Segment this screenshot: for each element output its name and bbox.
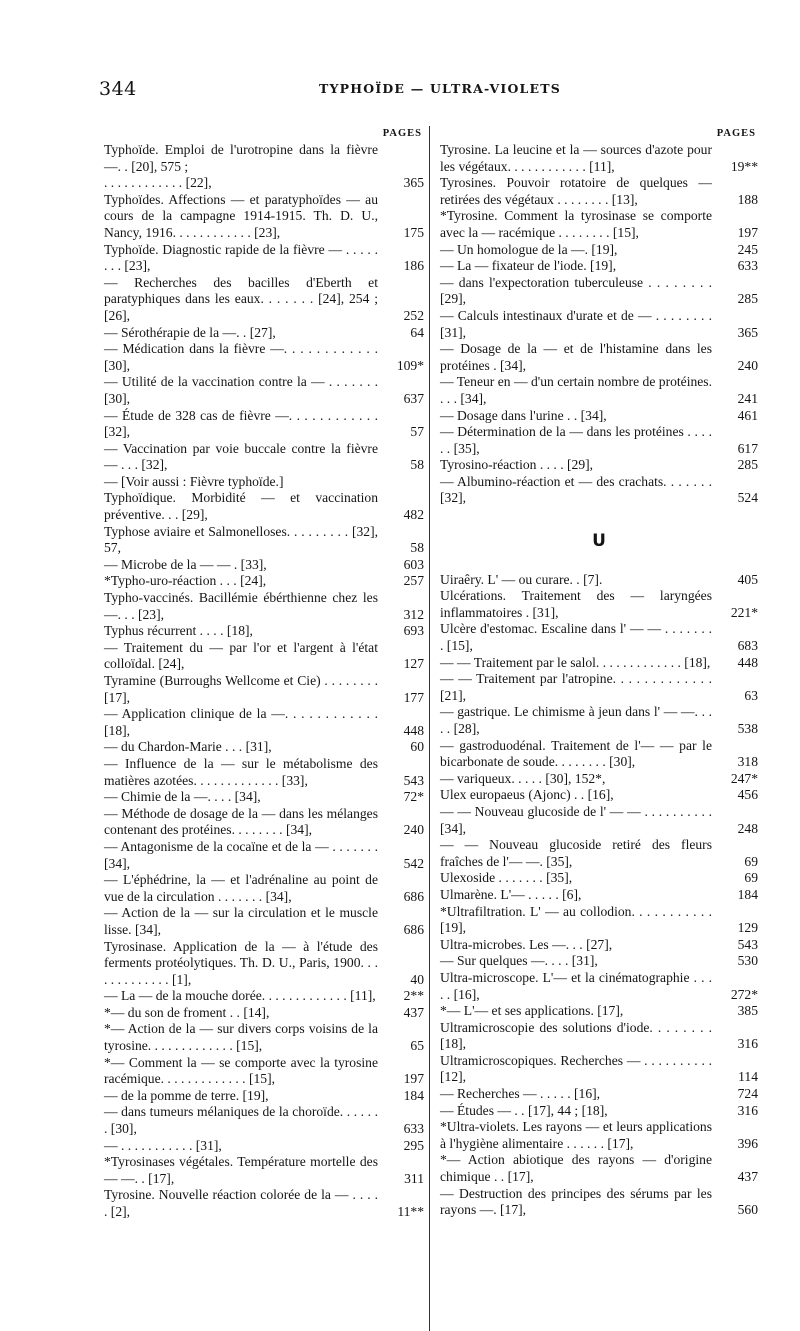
entry-text: *— L'— et ses applications. [17], (440, 1003, 624, 1019)
entry-page: 461 (737, 407, 758, 423)
index-entry (104, 1055, 424, 1088)
index-entry (104, 905, 424, 938)
entry-text: — Calculs intestinaux d'urate et de — . . . . . . . . [31], (440, 307, 712, 340)
index-entry (440, 474, 758, 507)
column-divider (429, 126, 431, 1331)
entry-text: — Recherches — . . . . . [16], (440, 1086, 601, 1102)
entry-text: *— Action de la — sur divers corps voisins de la tyrosine. . . . . . . . . . . . . [15], (104, 1021, 378, 1054)
entry-page: 184 (737, 886, 758, 902)
index-entry (440, 671, 758, 704)
entry-text: *Ultrafiltration. L' — au collodion. . . . . . . . . . . [19], (440, 903, 712, 936)
index-entry (104, 789, 424, 806)
index-entry (104, 640, 424, 673)
entry-text: — La — fixateur de l'iode. [19], (440, 258, 617, 274)
entry-page: 129 (737, 920, 758, 936)
entry-page: 65 (410, 1038, 424, 1054)
entry-text: — La — de la mouche dorée. . . . . . . . . . . . . [11], (104, 988, 376, 1004)
entry-text: . . . . . . . . . . . . [22], (104, 175, 212, 191)
left-column (104, 125, 424, 1221)
entry-page: 248 (737, 820, 758, 836)
index-entry (104, 1021, 424, 1054)
index-entry (440, 1186, 758, 1219)
index-entry (104, 341, 424, 374)
entry-text: — [Voir aussi : Fièvre typhoïde.] (104, 473, 284, 489)
index-entry (440, 1103, 758, 1120)
index-entry (104, 872, 424, 905)
entry-page: 11** (397, 1204, 424, 1219)
index-entry (104, 524, 424, 557)
pages-heading: PAGES (382, 128, 422, 139)
entry-text: — Destruction des principes des sérums par les rayons —. [17], (440, 1185, 712, 1218)
entry-page: 365 (403, 175, 424, 191)
entry-page: 177 (403, 689, 424, 705)
entry-page: 365 (737, 324, 758, 340)
index-entry (104, 1104, 424, 1137)
index-entry (440, 341, 758, 374)
entry-text: *Typho-uro-réaction . . . [24], (104, 573, 267, 589)
index-entry (440, 588, 758, 621)
entry-text: Typhoïdes. Affections — et paratyphoïdes — au cours de la campagne 1914-1915. Th. D. U., Nancy, 1916. . . . . . . . . . . . [23], (104, 191, 378, 240)
index-entry (440, 970, 758, 1003)
entry-page: 221* (730, 604, 758, 620)
entry-page: 316 (737, 1036, 758, 1052)
entry-text: Tyrosine. La leucine et la — sources d'azote pour les végétaux. . . . . . . . . . . . [11], (440, 142, 712, 174)
index-entry (104, 325, 424, 342)
entry-text: Typhose aviaire et Salmonelloses. . . . . . . . . [32], 57, (104, 523, 378, 556)
index-entry (104, 275, 424, 325)
entry-text: *Ultra-violets. Les rayons — et leurs applications à l'hygiène alimentaire . . . . . . [17], (440, 1119, 712, 1151)
index-entry (440, 704, 758, 737)
index-entry (104, 806, 424, 839)
right-entry-list-t (440, 142, 758, 507)
entry-page: 285 (737, 457, 758, 473)
entry-page: 175 (403, 224, 424, 240)
entry-text: Tyrosines. Pouvoir rotatoire de quelques — retirées des végétaux . . . . . . . . [13], (440, 175, 712, 207)
page-number: 344 (99, 78, 137, 100)
pages-heading: PAGES (716, 128, 756, 139)
entry-page: 686 (403, 921, 424, 937)
index-entry (440, 787, 758, 804)
entry-text: Ulexoside . . . . . . . [35], (440, 870, 573, 886)
entry-text: — Médication dans la fièvre —. . . . . . . . . . . . [30], (104, 341, 378, 373)
entry-page: 64 (410, 324, 424, 340)
entry-page: 241 (737, 390, 758, 406)
index-entry (440, 175, 758, 208)
entry-page: 57 (410, 424, 424, 440)
entry-page: 617 (737, 440, 758, 456)
entry-text: Typhoïde. Diagnostic rapide de la fièvre — . . . . . . . . [23], (104, 241, 378, 274)
entry-page: 186 (403, 258, 424, 274)
entry-text: — de la pomme de terre. [19], (104, 1087, 269, 1103)
section-letter: U (592, 531, 606, 552)
entry-text: Typhus récurrent . . . . [18], (104, 623, 253, 639)
entry-text: *— du son de froment . . [14], (104, 1004, 270, 1020)
index-entry (104, 573, 424, 590)
index-entry (104, 839, 424, 872)
entry-text: Uiraêry. L' — ou curare. . [7]. (440, 571, 603, 587)
entry-page: 686 (403, 888, 424, 904)
index-entry (104, 175, 424, 192)
index-entry (440, 738, 758, 771)
index-entry (440, 771, 758, 788)
index-entry (104, 988, 424, 1005)
entry-page: 633 (403, 1121, 424, 1137)
entry-text: — gastroduodénal. Traitement de l'— — par le bicarbonate de soude. . . . . . . . [30], (440, 737, 712, 770)
index-entry (440, 1152, 758, 1185)
index-entry (104, 557, 424, 574)
entry-page: 72* (403, 789, 424, 805)
entry-text: — Sérothérapie de la —. . [27], (104, 324, 276, 340)
entry-text: *Tyrosinases végétales. Température mortelle des — —. . [17], (104, 1154, 378, 1186)
index-entry (104, 1005, 424, 1022)
entry-page: 637 (403, 390, 424, 406)
entry-text: — variqueux. . . . . [30], 152*, (440, 770, 606, 786)
index-entry (104, 623, 424, 640)
entry-page: 448 (737, 654, 758, 670)
running-head: TYPHOÏDE — ULTRA-VIOLETS (319, 81, 561, 96)
entry-page: 114 (738, 1069, 758, 1085)
entry-page: 405 (737, 571, 758, 587)
entry-page: 603 (403, 556, 424, 572)
entry-page: 385 (737, 1003, 758, 1019)
entry-text: — Albumino-réaction et — des crachats. . . . . . . [32], (440, 473, 712, 506)
entry-page: 437 (403, 1004, 424, 1020)
entry-text: — — Traitement par le salol. . . . . . . . . . . . . [18], (440, 654, 711, 670)
index-entry (104, 739, 424, 756)
entry-page: 285 (737, 291, 758, 307)
entry-text: — L'éphédrine, la — et l'adrénaline au point de vue de la circulation . . . . . . . [34], (104, 872, 378, 904)
index-entry (440, 408, 758, 425)
index-entry (104, 1154, 424, 1187)
index-entry (440, 1020, 758, 1053)
index-entry (440, 258, 758, 275)
entry-page: 60 (410, 739, 424, 755)
entry-text: — Application clinique de la —. . . . . . . . . . . . [18], (104, 706, 378, 738)
entry-page: 58 (410, 457, 424, 473)
entry-page: 40 (410, 971, 424, 987)
entry-page: 396 (737, 1135, 758, 1151)
index-entry (104, 490, 424, 523)
entry-page: 311 (404, 1170, 424, 1186)
entry-text: — Un homologue de la —. [19], (440, 241, 618, 257)
entry-page: 2** (403, 988, 424, 1004)
index-entry (104, 192, 424, 242)
index-entry (104, 1138, 424, 1155)
entry-text: — Influence de la — sur le métabolisme des matières azotées. . . . . . . . . . . . . [33], (104, 755, 378, 788)
entry-page: 542 (403, 855, 424, 871)
entry-text: Ulcère d'estomac. Escaline dans l' — — . . . . . . . . [15], (440, 621, 712, 654)
entry-page: 197 (403, 1071, 424, 1087)
entry-text: — Sur quelques —. . . . [31], (440, 953, 598, 969)
entry-text: Typho-vaccinés. Bacillémie ébérthienne chez les —. . . [23], (104, 590, 378, 622)
index-entry (104, 590, 424, 623)
index-entry (440, 242, 758, 259)
entry-text: Tyrosine. Nouvelle réaction colorée de la — . . . . . [2], (104, 1187, 378, 1219)
entry-page: 538 (737, 721, 758, 736)
index-entry (104, 142, 424, 175)
entry-text: — — Nouveau glucoside retiré des fleurs fraîches de l'— —. [35], (440, 837, 712, 869)
entry-page: 252 (403, 307, 424, 323)
index-entry (440, 804, 758, 837)
index-entry (440, 208, 758, 241)
index-entry (104, 374, 424, 407)
entry-page: 58 (410, 540, 424, 556)
entry-page: 247* (730, 770, 758, 786)
entry-page: 69 (744, 853, 758, 869)
entry-text: — Microbe de la — — . [33], (104, 556, 267, 572)
index-entry (440, 837, 758, 870)
entry-page: 318 (737, 754, 758, 770)
entry-text: — Traitement du — par l'or et l'argent à l'état colloïdal. [24], (104, 639, 378, 672)
entry-page: 240 (737, 357, 758, 373)
entry-text: — Dosage de la — et de l'histamine dans les protéines . [34], (440, 341, 712, 373)
entry-text: — Antagonisme de la cocaïne et de la — . . . . . . . [34], (104, 838, 378, 871)
entry-page: 240 (403, 822, 424, 838)
left-entry-list (104, 142, 424, 1221)
entry-text: Typhoïde. Emploi de l'urotropine dans la fièvre —. . [20], 575 ; (104, 142, 378, 174)
index-entry (440, 424, 758, 457)
entry-text: — Vaccination par voie buccale contre la fièvre — . . . [32], (104, 440, 378, 473)
entry-page: 482 (403, 507, 424, 523)
entry-text: — Teneur en — d'un certain nombre de protéines. . . . [34], (440, 374, 712, 406)
entry-text: — Chimie de la —. . . . [34], (104, 789, 261, 805)
entry-text: Tyrosino-réaction . . . . [29], (440, 457, 594, 473)
entry-page: 543 (737, 936, 758, 952)
entry-page: 683 (737, 638, 758, 654)
entry-page: 437 (737, 1169, 758, 1185)
index-entry (104, 706, 424, 739)
index-entry (440, 374, 758, 407)
index-entry (104, 756, 424, 789)
index-entry (104, 242, 424, 275)
index-entry (440, 1086, 758, 1103)
entry-text: Ultramicroscopiques. Recherches — . . . . . . . . . . [12], (440, 1052, 712, 1085)
entry-text: — Dosage dans l'urine . . [34], (440, 407, 607, 423)
index-entry (440, 308, 758, 341)
index-entry (104, 1088, 424, 1105)
entry-text: — — Traitement par l'atropine. . . . . . . . . . . . . [21], (440, 671, 712, 703)
entry-page: 272* (730, 986, 758, 1002)
entry-page: 188 (737, 191, 758, 207)
entry-page: 448 (403, 722, 424, 738)
entry-page: 184 (403, 1087, 424, 1103)
entry-page: 257 (403, 573, 424, 589)
index-entry (440, 275, 758, 308)
index-entry (440, 142, 758, 175)
index-entry (440, 937, 758, 954)
index-entry (440, 887, 758, 904)
index-entry (104, 1187, 424, 1220)
right-entry-list-u (440, 572, 758, 1219)
index-entry (440, 904, 758, 937)
entry-text: — Recherches des bacilles d'Eberth et paratyphiques dans les eaux. . . . . . . [24], 254 ; [26], (104, 274, 378, 323)
entry-page: 295 (403, 1137, 424, 1153)
index-entry (440, 457, 758, 474)
entry-text: — dans l'expectoration tuberculeuse . . . . . . . . [29], (440, 274, 712, 307)
entry-page: 127 (403, 656, 424, 672)
entry-text: *Tyrosine. Comment la tyrosinase se comporte avec la — racémique . . . . . . . . [15], (440, 208, 712, 240)
entry-text: Tyrosinase. Application de la — à l'étude des ferments protéolytiques. Th. D. U., Paris, 1900. . . . . . . . . . . . . [1], (104, 938, 378, 987)
entry-page: 19** (730, 158, 758, 174)
index-entry (440, 572, 758, 589)
entry-page: 245 (737, 241, 758, 257)
entry-text: *— Comment la — se comporte avec la tyrosine racémique. . . . . . . . . . . . . [15], (104, 1054, 378, 1087)
entry-page: 530 (737, 953, 758, 969)
entry-text: — dans tumeurs mélaniques de la choroïde. . . . . . . [30], (104, 1104, 378, 1137)
entry-text: Ulcérations. Traitement des — laryngées inflammatoires . [31], (440, 588, 712, 620)
entry-text: — Méthode de dosage de la — dans les mélanges contenant des protéines. . . . . . . . [34], (104, 805, 378, 838)
entry-text: — gastrique. Le chimisme à jeun dans l' — —. . . . . [28], (440, 704, 712, 736)
index-entry (104, 673, 424, 706)
index-entry (104, 408, 424, 441)
entry-text: — Détermination de la — dans les protéines . . . . . . [35], (440, 424, 712, 456)
entry-text: — du Chardon-Marie . . . [31], (104, 739, 272, 755)
entry-page: 109* (396, 357, 424, 373)
entry-text: *— Action abiotique des rayons — d'origine chimique . . [17], (440, 1152, 712, 1185)
entry-text: Typhoïdique. Morbidité — et vaccination préventive. . . [29], (104, 490, 378, 523)
index-entry (440, 1003, 758, 1020)
index-entry (104, 939, 424, 989)
entry-text: — Action de la — sur la circulation et le muscle lisse. [34], (104, 905, 378, 937)
entry-page: 312 (403, 606, 424, 622)
entry-text: Ultra-microscope. L'— et la cinématographie . . . . . [16], (440, 969, 712, 1002)
entry-text: — — Nouveau glucoside de l' — — . . . . . . . . . . [34], (440, 803, 712, 836)
entry-page: 197 (737, 224, 758, 240)
index-entry (104, 474, 424, 491)
entry-page: 560 (737, 1202, 758, 1218)
index-entry (104, 441, 424, 474)
entry-page: 316 (737, 1102, 758, 1118)
entry-page: 724 (737, 1086, 758, 1102)
entry-page: 693 (403, 623, 424, 639)
entry-page: 633 (737, 258, 758, 274)
entry-page: 543 (403, 772, 424, 788)
entry-text: — Études — . . [17], 44 ; [18], (440, 1102, 608, 1118)
entry-text: Ultramicroscopie des solutions d'iode. . . . . . . . [18], (440, 1019, 712, 1052)
entry-page: 69 (744, 870, 758, 886)
index-entry (440, 953, 758, 970)
entry-page: 63 (744, 687, 758, 703)
entry-page: 456 (737, 787, 758, 803)
entry-text: — Utilité de la vaccination contre la — . . . . . . . [30], (104, 374, 378, 406)
entry-text: Tyramine (Burroughs Wellcome et Cie) . . . . . . . . [17], (104, 673, 378, 705)
index-entry (440, 870, 758, 887)
entry-text: — . . . . . . . . . . . [31], (104, 1137, 222, 1153)
entry-text: Ulmarène. L'— . . . . . [6], (440, 886, 582, 902)
index-entry (440, 621, 758, 654)
entry-text: Ulex europaeus (Ajonc) . . [16], (440, 787, 614, 803)
entry-text: — Étude de 328 cas de fièvre —. . . . . . . . . . . . [32], (104, 407, 378, 440)
index-entry (440, 655, 758, 672)
index-entry (440, 1119, 758, 1152)
right-column (440, 125, 758, 1219)
entry-page: 524 (737, 490, 758, 506)
index-entry (440, 1053, 758, 1086)
entry-text: Ultra-microbes. Les —. . . [27], (440, 936, 613, 952)
